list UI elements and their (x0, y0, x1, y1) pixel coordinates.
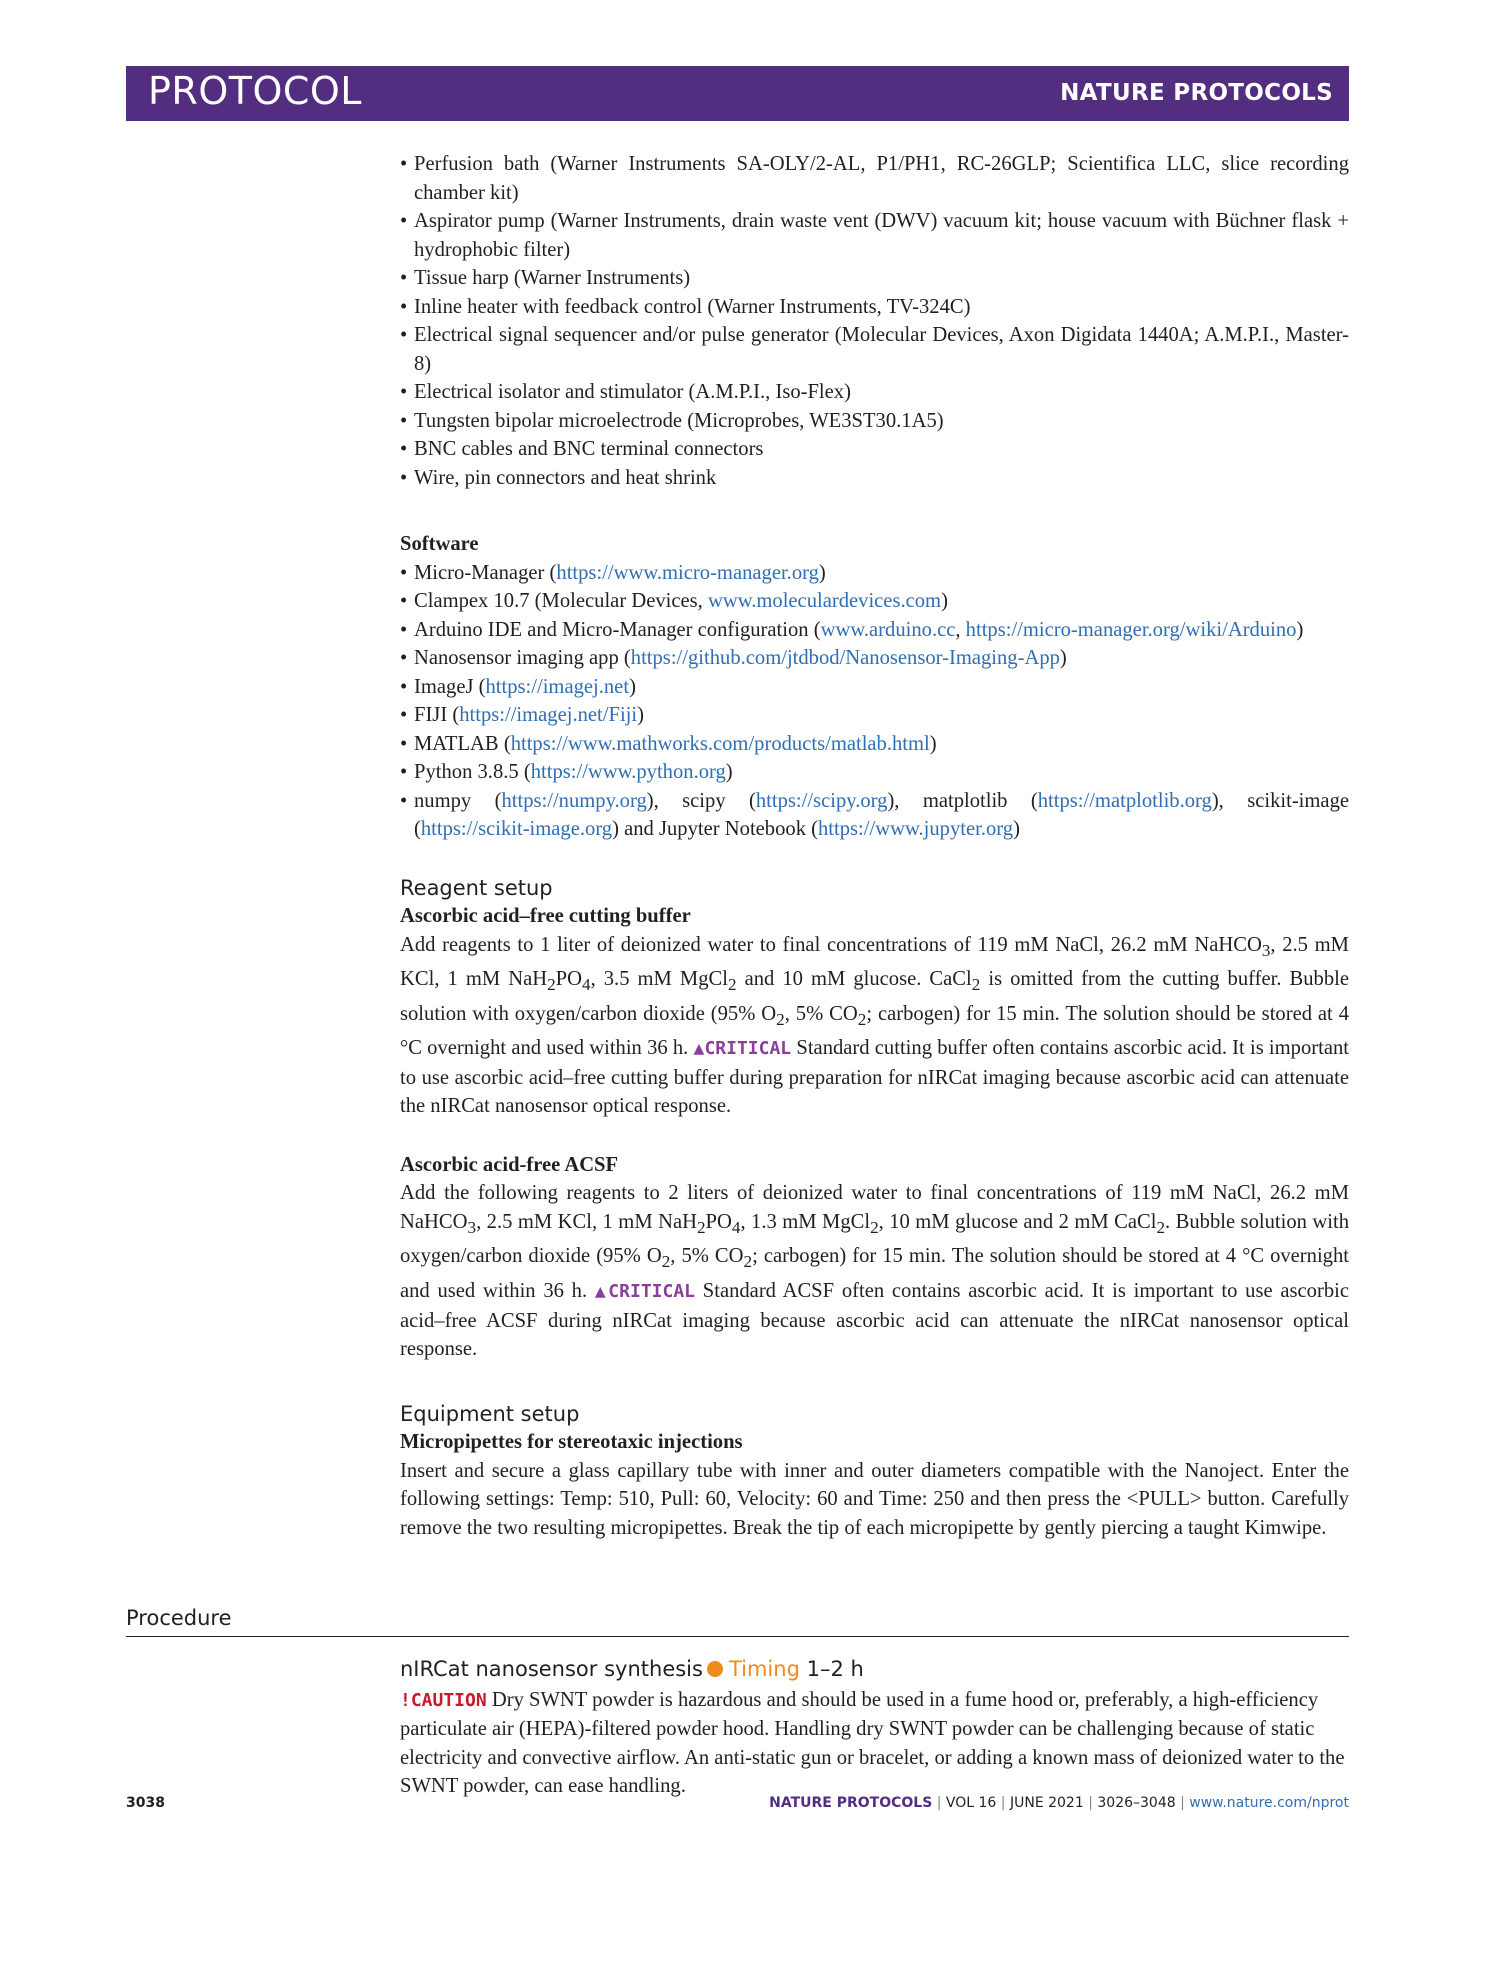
journal-url-link[interactable]: www.nature.com/nprot (1189, 1795, 1349, 1811)
jupyter-link[interactable]: https://www.jupyter.org (818, 818, 1014, 840)
timing-value: 1–2 h (806, 1657, 864, 1681)
caution-label: !CAUTION (400, 1689, 487, 1711)
micromanager-link[interactable]: https://www.micro-manager.org (556, 561, 819, 584)
equipment-list (400, 150, 1349, 492)
scikit-image-link[interactable]: https://scikit-image.org (420, 818, 613, 840)
timing-label: Timing (728, 1657, 800, 1681)
page-header (126, 66, 1349, 121)
timing-dot-icon (707, 1661, 723, 1677)
matlab-link[interactable]: https://www.mathworks.com/products/matlab.html (510, 732, 930, 755)
list-item: • Perfusion bath (Warner Instruments SA-OLY/2-AL, P1/PH1, RC-26GLP; Scientifica LLC, slice recording chamber kit) (400, 150, 1349, 207)
header-journal-name: NATURE PROTOCOLS (1060, 80, 1333, 106)
caution-paragraph: !CAUTION Dry SWNT powder is hazardous and should be used in a fume hood or, preferably, a high-efficiency particulate air (HEPA)-filtered powder hood. Handling dry SWNT powder can be challenging because of static electricity and convective airflow. An anti-static gun or bracelet, or adding a known mass of deionized water to the SWNT powder, can ease handling. (400, 1688, 1345, 1797)
numpy-link[interactable]: https://numpy.org (501, 789, 647, 812)
software-heading: Software (400, 533, 479, 555)
list-item: • ImageJ (https://imagej.net) (400, 673, 1349, 702)
list-item: • Clampex 10.7 (Molecular Devices, www.moleculardevices.com) (400, 587, 1349, 616)
acsf-paragraph: Add the following reagents to 2 liters of deionized water to final concentrations of 119 mM NaCl, 26.2 mM NaHCO$_3$, 2.5 mM KCl, 1 mM $NaH_2PO_4$, 1.3 mM MgCl$_2$, 10 mM glucose and 2 mM CaCl$_2$. Bubble solution with oxygen/carbon dioxide (95% $O_2$, 5% $CO_2$; carbogen) for 15 min. The solution should be stored at 4 °C overnight and used within 36 h. ▲CRITICAL Standard ACSF often contains ascorbic acid. It is important to use ascorbic acid–free ACSF during nIRCat imaging because ascorbic acid can attenuate the nIRCat nanosensor optical response. (400, 1182, 1350, 1361)
arduino-link[interactable]: www.arduino.cc (820, 618, 956, 641)
fiji-link[interactable]: https://imagej.net/Fiji (459, 704, 638, 726)
acsf-heading: Ascorbic acid-free ACSF (400, 1153, 619, 1176)
list-item: • Electrical signal sequencer and/or pulse generator (Molecular Devices, Axon Digidata 1440A; A.M.P.I., Master-8) (400, 321, 1349, 378)
list-item: • Wire, pin connectors and heat shrink (400, 464, 1349, 493)
micropipettes-paragraph: Insert and secure a glass capillary tube with inner and outer diameters compatible with the Nanoject. Enter the following settings: Temp: 510, Pull: 60, Velocity: 60 and Time: 250 and then press the <PULL> button. Carefully remove the two resulting micropipettes. Break the tip of each micropipette by gently piercing a taught Kimwipe. (400, 1459, 1349, 1539)
list-item: • BNC cables and BNC terminal connectors (400, 435, 1349, 464)
procedure-step (400, 1655, 1349, 1801)
procedure-heading: Procedure (126, 1606, 1349, 1637)
cutting-buffer-paragraph: Add reagents to 1 liter of deionized water to final concentrations of 119 mM NaCl, 26.2 mM NaHCO$_3$, 2.5 mM KCl, 1 mM $NaH_2PO_4$, 3.5 mM MgCl$_2$ and 10 mM glucose. CaCl$_2$ is omitted from the cutting buffer. Bubble solution with oxygen/carbon dioxide (95% $O_2$, 5% $CO_2$; carbogen) for 15 min. The solution should be stored at 4 °C overnight and used within 36 h. ▲CRITICAL Standard cutting buffer often contains ascorbic acid. It is important to use ascorbic acid–free cutting buffer during preparation for nIRCat imaging because ascorbic acid can attenuate the nIRCat nanosensor optical response. (400, 933, 1350, 1118)
reagent-setup-title: Reagent setup (400, 875, 553, 900)
software-list (400, 559, 1349, 844)
list-item: • Arduino IDE and Micro-Manager configuration (www.arduino.cc, https://micro-manager.org/wiki/Arduino) (400, 616, 1349, 645)
list-item: • Tissue harp (Warner Instruments) (400, 264, 1349, 293)
cutting-buffer-heading: Ascorbic acid–free cutting buffer (400, 905, 691, 927)
imagej-link[interactable]: https://imagej.net (485, 675, 630, 698)
step-title: nIRCat nanosensor synthesis Timing 1–2 h (400, 1657, 864, 1681)
list-item: • Inline heater with feedback control (Warner Instruments, TV-324C) (400, 293, 1349, 322)
list-item: • FIJI (https://imagej.net/Fiji) (400, 701, 1349, 730)
moleculardevices-link[interactable]: www.moleculardevices.com (707, 590, 942, 612)
critical-label: ▲CRITICAL (693, 1038, 792, 1060)
micropipettes-heading: Micropipettes for stereotaxic injections (400, 1431, 743, 1454)
list-item: • Electrical isolator and stimulator (A.M.P.I., Iso-Flex) (400, 378, 1349, 407)
micromanager-wiki-link[interactable]: https://micro-manager.org/wiki/Arduino (965, 618, 1297, 641)
scipy-link[interactable]: https://scipy.org (755, 789, 888, 812)
footer-citation: NATURE PROTOCOLS | VOL 16 | JUNE 2021 | 3026–3048 | www.nature.com/nprot (769, 1795, 1349, 1811)
header-section-label: PROTOCOL (148, 69, 362, 113)
main-content (400, 150, 1349, 1542)
equipment-setup-title: Equipment setup (400, 1401, 580, 1426)
list-item: • Nanosensor imaging app (https://github.com/jtdbod/Nanosensor-Imaging-App) (400, 644, 1349, 673)
list-item: • MATLAB (https://www.mathworks.com/products/matlab.html) (400, 730, 1349, 759)
list-item: • Micro-Manager (https://www.micro-manager.org) (400, 559, 1349, 588)
page-number: 3038 (126, 1795, 165, 1811)
list-item: • Aspirator pump (Warner Instruments, drain waste vent (DWV) vacuum kit; house vacuum with Büchner flask + hydrophobic filter) (400, 207, 1349, 264)
list-item: • numpy (https://numpy.org), scipy (https://scipy.org), matplotlib (https://matplotlib.org), scikit-image (https://scikit-image.org) and Jupyter Notebook (https://www.jupyter.org) (400, 787, 1349, 844)
list-item: • Tungsten bipolar microelectrode (Microprobes, WE3ST30.1A5) (400, 407, 1349, 436)
list-item: • Python 3.8.5 (https://www.python.org) (400, 758, 1349, 787)
python-link[interactable]: https://www.python.org (530, 761, 726, 783)
matplotlib-link[interactable]: https://matplotlib.org (1037, 789, 1212, 812)
critical-label: ▲CRITICAL (594, 1281, 696, 1303)
nanosensor-app-link[interactable]: https://github.com/jtdbod/Nanosensor-Imaging-App (630, 647, 1060, 669)
